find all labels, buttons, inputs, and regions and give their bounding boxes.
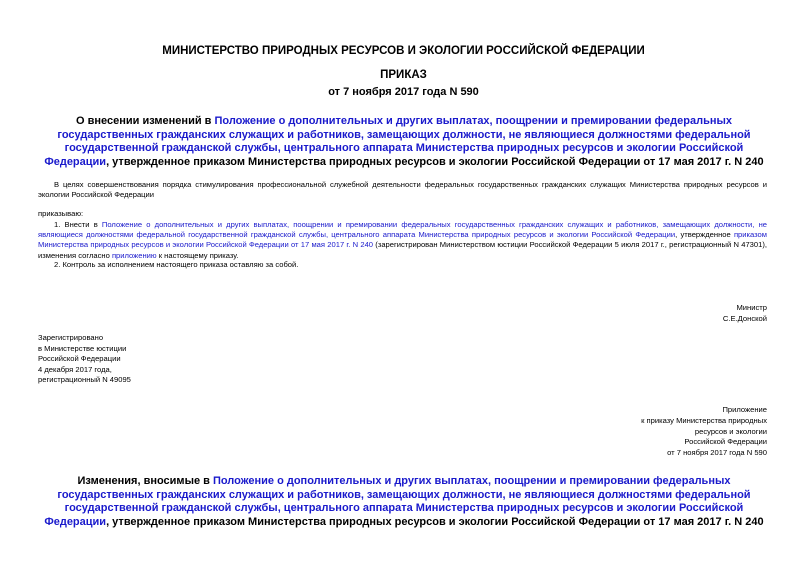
registration-line: Зарегистрировано bbox=[38, 333, 104, 342]
appendix-title-suffix: , утвержденное приказом Министерства природных ресурсов и экологии Российской Федерации от 17 мая 2017 г. N 240 bbox=[106, 515, 764, 528]
appendix-link[interactable]: приложению bbox=[111, 250, 157, 260]
clause-1-regulation-link[interactable]: Положение о дополнительных и других выплатах, поощрении и премировании федеральных государственных гражданских служащих и работников, замещающих должности, не являющиеся должностями федеральной государственной гражданской службы, центрального аппарата Министерства природных ресурсов и экологии Российской Федерации bbox=[38, 220, 767, 240]
appendix-regulation-link[interactable]: Положение о дополнительных и других выплатах, поощрении и премировании федеральных государственных гражданских служащих и работников, замещающих должности, не являющиеся должностями федеральной государственной гражданской службы, центрального аппарата Министерства природных ресурсов и экологии Российской Федерации bbox=[44, 475, 751, 528]
appendix-line: ресурсов и экологии bbox=[694, 426, 767, 436]
registration-line: Российской Федерации bbox=[38, 354, 121, 363]
clause-1-suffix: к настоящему приказу. bbox=[156, 250, 239, 260]
order-date-number: от 7 ноября 2017 года N 590 bbox=[328, 86, 479, 98]
order-title-suffix: , утвержденное приказом Министерства природных ресурсов и экологии Российской Федерации от 17 мая 2017 г. N 240 bbox=[106, 155, 764, 168]
clause-1-prefix: 1. Внести в bbox=[54, 220, 102, 229]
order-heading: ПРИКАЗ bbox=[380, 69, 427, 81]
order-word: приказываю: bbox=[38, 209, 84, 218]
ministry-heading: МИНИСТЕРСТВО ПРИРОДНЫХ РЕСУРСОВ И ЭКОЛОГИИ РОССИЙСКОЙ ФЕДЕРАЦИИ bbox=[162, 45, 645, 57]
appendix-header-block bbox=[641, 405, 767, 459]
clause-1 bbox=[38, 220, 767, 261]
signature-name: С.Е.Донской bbox=[722, 313, 767, 323]
registration-line: в Министерстве юстиции bbox=[38, 343, 127, 353]
order-title bbox=[34, 115, 774, 169]
appendix-line: Приложение bbox=[722, 405, 767, 414]
clause-1-middle2: (зарегистрирован Министерством юстиции Российской Федерации 5 июля 2017 г., регистрационный N 47301), изменения согласно bbox=[38, 240, 767, 260]
appendix-line: к приказу Министерства природных bbox=[641, 415, 767, 425]
appendix-line: от 7 ноября 2017 года N 590 bbox=[667, 448, 767, 458]
preamble-paragraph: В целях совершенствования порядка стимулирования профессиональной служебной деятельности федеральных государственных гражданских служащих Министерства природных ресурсов и экологии Российской Федерации bbox=[38, 180, 767, 200]
registration-line: регистрационный N 49095 bbox=[38, 375, 131, 384]
clause-2: 2. Контроль за исполнением настоящего приказа оставляю за собой. bbox=[54, 260, 299, 269]
registration-block bbox=[38, 333, 131, 386]
appendix-title-prefix: Изменения, вносимые в bbox=[77, 475, 213, 487]
signature-position: Министр bbox=[736, 303, 767, 312]
clause-1-order-link[interactable]: приказом Министерства природных ресурсов и экологии Российской Федерации от 17 мая 2017 г. N 240 bbox=[38, 230, 767, 250]
registration-line: 4 декабря 2017 года, bbox=[38, 364, 112, 374]
order-title-prefix: О внесении изменений в bbox=[76, 115, 215, 127]
appendix-line: Российской Федерации bbox=[684, 437, 767, 447]
signature-block bbox=[723, 303, 767, 324]
clause-1-middle: , утвержденное bbox=[675, 230, 734, 240]
appendix-title bbox=[34, 475, 774, 529]
regulation-link[interactable]: Положение о дополнительных и других выплатах, поощрении и премировании федеральных государственных гражданских служащих и работников, замещающих должности, не являющиеся должностями федеральной государственной гражданской службы, центрального аппарата Министерства природных ресурсов и экологии Российской Федерации bbox=[44, 115, 751, 168]
